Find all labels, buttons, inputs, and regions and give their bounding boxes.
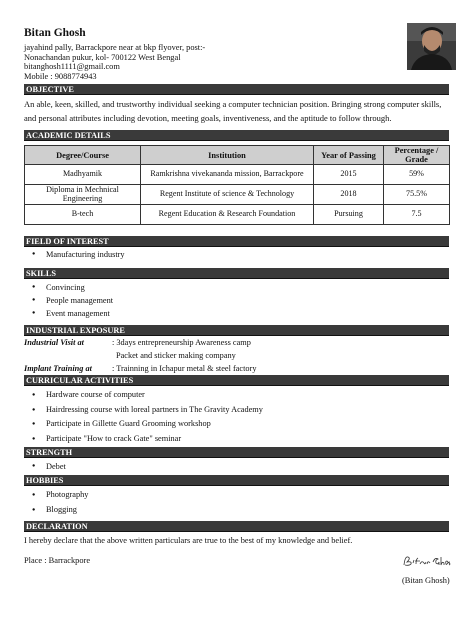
- industrial-visit-label: Industrial Visit at: [24, 338, 84, 347]
- table-row: [25, 205, 450, 225]
- table-cell: 75.5%: [384, 185, 450, 205]
- column-header: Institution: [141, 146, 314, 165]
- table-cell: B-tech: [25, 205, 141, 225]
- industrial-visit-value: : 3days entrepreneurship Awareness camp: [112, 338, 251, 347]
- table-cell: Diploma in Mechnical Engineering: [25, 185, 141, 205]
- list-item: ● Debet: [24, 460, 66, 473]
- candidate-name: Bitan Ghosh: [24, 27, 86, 39]
- person-photo-icon: [407, 23, 456, 70]
- handwritten-signature-icon: [402, 554, 452, 568]
- objective-heading: OBJECTIVE: [24, 84, 449, 95]
- table-cell: Regent Institute of science & Technology: [141, 185, 314, 205]
- column-header: Degree/Course: [25, 146, 141, 165]
- address-line-1: jayahind pally, Barrackpore near at bkp flyover, post:-: [24, 43, 206, 52]
- table-cell: 7.5: [384, 205, 450, 225]
- list-item: ● Hairdressing course with loreal partners in The Gravity Academy: [24, 403, 263, 418]
- column-header: Year of Passing: [314, 146, 384, 165]
- list-item: ● Event management: [24, 307, 113, 320]
- list-item: ● Blogging: [24, 503, 88, 518]
- field-of-interest-list: [24, 248, 125, 261]
- declaration-heading: DECLARATION: [24, 521, 449, 532]
- list-item: ● Participate in Gillette Guard Grooming workshop: [24, 417, 263, 432]
- list-item: ● Hardware course of computer: [24, 388, 263, 403]
- field-of-interest-heading: FIELD OF INTEREST: [24, 236, 449, 247]
- declaration-place: Place : Barrackpore: [24, 556, 91, 565]
- table-row: [25, 165, 450, 185]
- implant-training-value: : Trainning in Ichapur metal & steel factory: [112, 364, 257, 373]
- signature-name: (Bitan Ghosh): [402, 576, 450, 585]
- academic-heading: ACADEMIC DETAILS: [24, 130, 449, 141]
- declaration-text: I hereby declare that the above written particulars are true to the best of my knowledge and belief.: [24, 536, 353, 545]
- table-cell: Regent Education & Research Foundation: [141, 205, 314, 225]
- table-cell: 59%: [384, 165, 450, 185]
- mobile-number: Mobile : 9088774943: [24, 71, 97, 81]
- contact-block: [24, 43, 205, 81]
- list-item: ● Convincing: [24, 281, 113, 294]
- industrial-exposure-heading: INDUSTRIAL EXPOSURE: [24, 325, 449, 336]
- curricular-activities-heading: CURRICULAR ACTIVITIES: [24, 375, 449, 386]
- objective-text: An able, keen, skilled, and trustworthy individual seeking a computer technician position. Bringing strong computer skills, and personal attributes including devotion, meeting goals, inventiveness, and the aptitude to follow through.: [24, 99, 442, 123]
- hobbies-list: [24, 488, 88, 517]
- table-header-row: [25, 146, 450, 165]
- implant-training-label: Implant Training at: [24, 364, 92, 373]
- hobbies-heading: HOBBIES: [24, 475, 449, 486]
- table-cell: Pursuing: [314, 205, 384, 225]
- industrial-visit-value-2: Packet and sticker making company: [116, 351, 236, 360]
- table-row: [25, 185, 450, 205]
- skills-heading: SKILLS: [24, 268, 449, 279]
- academic-table: [24, 145, 450, 225]
- table-cell: 2018: [314, 185, 384, 205]
- email-address: bitanghosh1111@gmail.com: [24, 62, 120, 72]
- list-item: ● Manufacturing industry: [24, 248, 125, 261]
- skills-list: [24, 281, 113, 320]
- list-item: ● Participate "How to crack Gate" seminar: [24, 432, 263, 447]
- table-cell: Madhyamik: [25, 165, 141, 185]
- table-cell: 2015: [314, 165, 384, 185]
- strength-heading: STRENGTH: [24, 447, 449, 458]
- curricular-activities-list: [24, 388, 263, 446]
- profile-photo: [407, 23, 456, 70]
- list-item: ● Photography: [24, 488, 88, 503]
- strength-list: [24, 460, 66, 473]
- column-header: Percentage / Grade: [384, 146, 450, 165]
- list-item: ● People management: [24, 294, 113, 307]
- signature-image: [402, 554, 452, 568]
- address-line-2: Nonachandan pukur, kol- 700122 West Bengal: [24, 52, 181, 62]
- table-cell: Ramkrishna vivekananda mission, Barrackpore: [141, 165, 314, 185]
